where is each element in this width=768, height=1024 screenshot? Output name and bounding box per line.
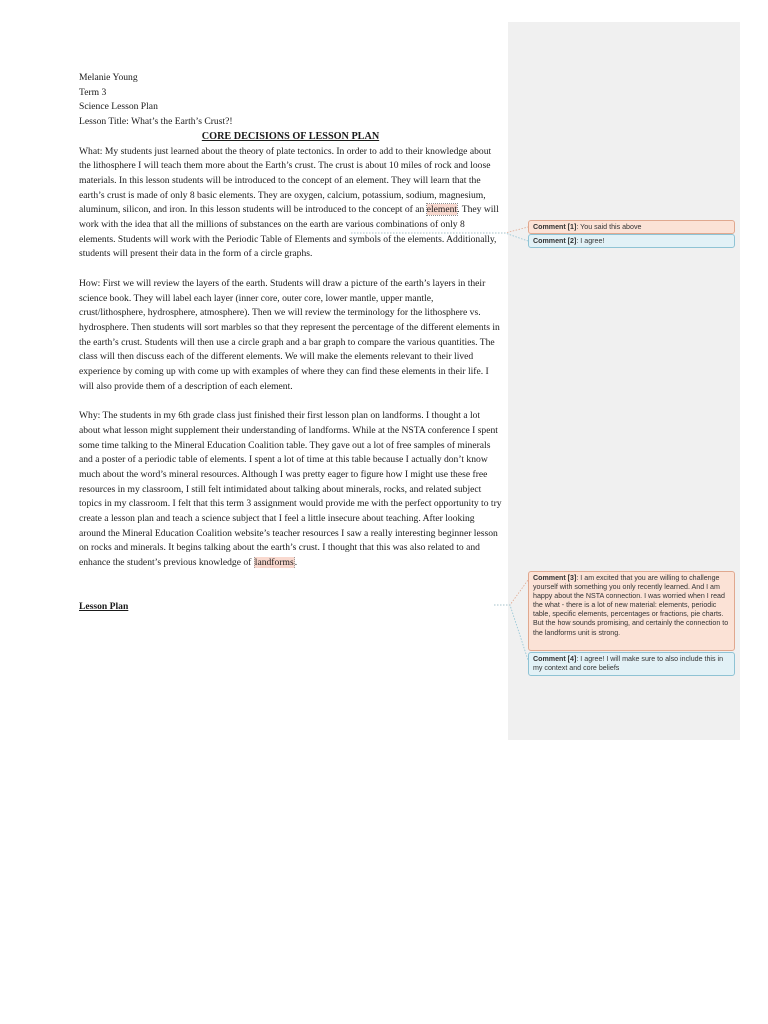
comment-2[interactable]: Comment [2]: I agree! <box>528 234 735 248</box>
lesson-plan-heading: Lesson Plan <box>79 600 129 612</box>
doc-type-line: Science Lesson Plan <box>79 101 158 113</box>
lesson-title: Lesson Title: What’s the Earth’s Crust?! <box>79 116 233 128</box>
author-name: Melanie Young <box>79 72 138 83</box>
why-paragraph: Why: The students in my 6th grade class just finished their first lesson plan on landforms. I thought a lot about what lesson might supplement their understanding of landforms. While at the NSTA conference I spent some time talking to the Mineral Education Coalition table. They gave out a lot of free samples of minerals and a poster of a periodic table of elements. I spent a lot of time at this table because I actually don’t know much about the word’s mineral resources. Although I was pretty eager to figure how I might use these free resources in my classroom, I still felt intimidated about talking about minerals, rocks, and related subject topics in my classroom. I felt that this term 3 assignment would provide me with the perfect opportunity to try create a lesson plan and teach a science subject that I feel a little insecure about teaching. After looking around the Mineral Education Coalition website’s teacher resources I saw a really interesting beginner lesson on rocks and minerals. It begins talking about the earth’s crust. I thought that this was also related to and enhance the student’s previous knowledge of landforms. <box>79 410 502 569</box>
core-decisions-title: CORE DECISIONS OF LESSON PLAN <box>201 130 380 142</box>
comment-1[interactable]: Comment [1]: You said this above <box>528 220 735 234</box>
what-paragraph: What: My students just learned about the theory of plate tectonics. In order to add to their knowledge about the lithosphere I will teach them more about the Earth’s crust. The crust is about 10 miles of rock and loose materials. In this lesson students will be introduced to the concept of an element. They will learn that the earth’s crust is made of only 8 basic elements. They are oxygen, calcium, potassium, sodium, magnesium, aluminum, silicon, and iron. In this lesson students will be introduced to the concept of an element. They will work with the idea that all the millions of substances on the earth are various combinations of only 8 elements. Students will work with the Periodic Table of Elements and symbols of the elements. Additionally, students will present their data in the form of a circle graphs. <box>79 145 499 260</box>
term-line: Term 3 <box>79 86 107 98</box>
how-paragraph: How: First we will review the layers of the earth. Students will draw a picture of the earth’s layers in their science book. They will label each layer (inner core, outer core, lower mantle, upper mantle, crust/lithosphere, hydrosphere, atmosphere). Then we will review the terminology for the lithosphere vs. hydrosphere. Then students will sort marbles so that they represent the percentage of the different elements in the earth’s crust. Students will then use a circle graph and a bar graph to compare the various quantities. The class will then discuss each of the different elements. We will make the elements relevant to their lived experience by coming up with come up with examples of where they can find these elements in their life. I will also provide them of a description of each element. <box>79 277 500 392</box>
comment-3[interactable]: Comment [3]: I am excited that you are willing to challenge yourself with something you only recently learned. And I am happy about the NSTA connection. I was worried when I read the what - there is a lot of new material: elements, periodic table, specific elements, percentages or fractions, pie charts. But the how sounds promising, and certainly the connection to the landforms unit is strong. <box>528 571 735 651</box>
comment-4[interactable]: Comment [4]: I agree! I will make sure to also include this in my context and core beliefs <box>528 652 735 676</box>
document-body <box>79 71 502 615</box>
highlight-landforms[interactable]: landforms <box>254 557 294 569</box>
highlight-element[interactable]: element <box>426 204 458 216</box>
